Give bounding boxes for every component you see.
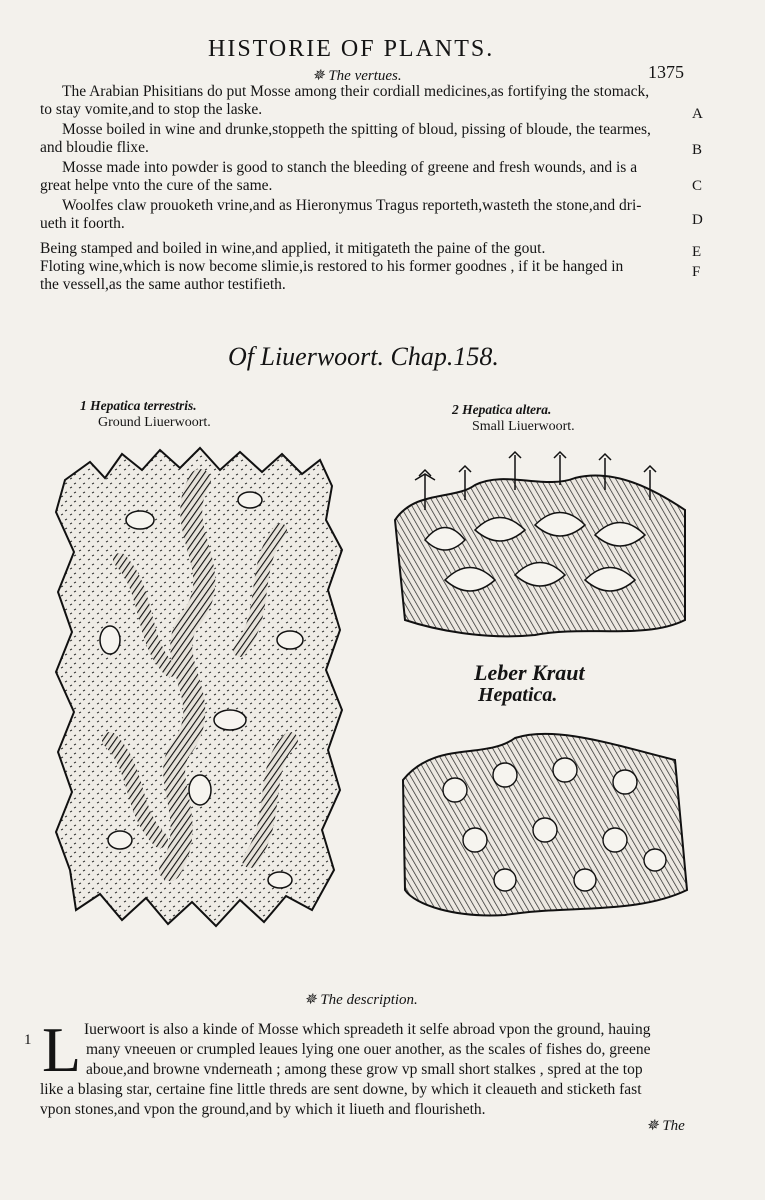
text-line: the vessell,as the same author testifieth. <box>40 276 286 293</box>
description-line: vpon stones,and vpon the ground,and by which it liueth and flourisheth. <box>40 1101 486 1118</box>
vertues-heading: ✵ The vertues. <box>312 68 402 84</box>
liverwort-woodcut-2 <box>385 440 695 640</box>
margin-letter: D <box>692 212 703 228</box>
catchword: ✵ The <box>646 1118 685 1134</box>
text-line: The Arabian Phisitians do put Mosse among their cordiall medicines,as fortifying the stomack, <box>62 83 650 100</box>
text-line: Mosse boiled in wine and drunke,stoppeth the spitting of bloud, pissing of bloude, the tearmes, <box>62 121 651 138</box>
text-line: Woolfes claw prouoketh vrine,and as Hieronymus Tragus reporteth,wasteth the stone,and dri- <box>62 197 642 214</box>
running-head: HISTORIE OF PLANTS. <box>208 36 495 62</box>
margin-letter: A <box>692 106 703 122</box>
margin-letter: E <box>692 244 702 260</box>
text-line: ueth it foorth. <box>40 215 125 232</box>
liverwort-woodcut-3 <box>395 720 695 920</box>
figure-1-title: 1 Hepatica terrestris. <box>80 398 197 413</box>
margin-letter: F <box>692 264 701 280</box>
description-line: aboue,and browne vnderneath ; among these grow vp small short stalkes , spred at the top <box>86 1061 643 1078</box>
margin-number: 1 <box>24 1032 32 1048</box>
description-line: Iuerwoort is also a kinde of Mosse which spreadeth it selfe abroad vpon the ground, hauing <box>84 1021 651 1038</box>
text-line: Mosse made into powder is good to stanch the bleeding of greene and fresh wounds, and is a <box>62 159 638 176</box>
page-number: 1375 <box>648 62 684 82</box>
text-line: Being stamped and boiled in wine,and applied, it mitigateth the paine of the gout. <box>40 240 546 257</box>
liverwort-woodcut-1 <box>50 440 350 930</box>
figure-2-title: 2 Hepatica altera. <box>452 402 552 417</box>
text-line: and bloudie flixe. <box>40 139 149 156</box>
woodcut-label-latin: Hepatica. <box>478 684 558 706</box>
text-line: to stay vomite,and to stop the laske. <box>40 101 263 118</box>
drop-cap: L <box>42 1014 82 1085</box>
description-line: like a blasing star, certaine fine little threds are sent downe, by which it cleaueth and sticketh fast <box>40 1081 642 1098</box>
figure-2-name: Small Liuerwoort. <box>472 419 575 434</box>
text-line: Floting wine,which is now become slimie,is restored to his former goodnes , if it be hanged in <box>40 258 624 275</box>
margin-letter: C <box>692 178 703 194</box>
woodcut-label-german: Leber Kraut <box>474 660 585 685</box>
figure-1-name: Ground Liuerwoort. <box>98 415 211 430</box>
description-heading: ✵ The description. <box>304 992 418 1008</box>
text-line: great helpe vnto the cure of the same. <box>40 177 273 194</box>
description-line: many vneeuen or crumpled leaues lying one ouer another, as the scales of fishes do, greene <box>86 1041 651 1058</box>
margin-letter: B <box>692 142 703 158</box>
chapter-title: Of Liuerwoort. Chap.158. <box>228 342 499 371</box>
